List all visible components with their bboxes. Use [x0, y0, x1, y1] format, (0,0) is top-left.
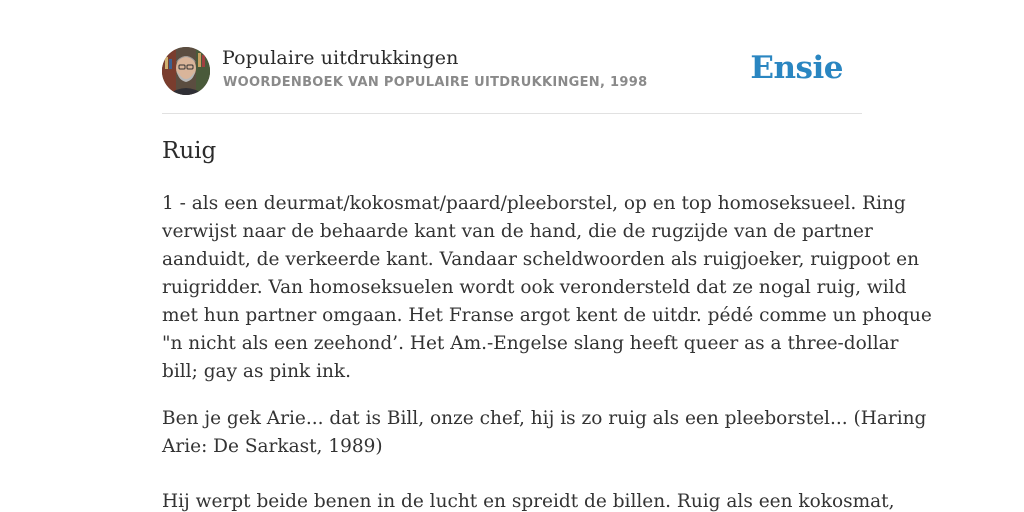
- author-avatar[interactable]: [162, 47, 210, 95]
- source-title[interactable]: Populaire uitdrukkingen: [222, 47, 459, 69]
- text-line: 1 - als een deurmat/kokosmat/paard/pleeborstel, op en top homoseksueel. Ring: [162, 193, 906, 214]
- text-line: Hij werpt beide benen in de lucht en spreidt de billen. Ruig als een kokosmat,: [162, 491, 895, 512]
- source-header: [162, 46, 862, 96]
- example-paragraph: [162, 488, 895, 512]
- text-line: verwijst naar de behaarde kant van de hand, die de rugzijde van de partner: [162, 221, 873, 242]
- example-paragraph: [162, 405, 927, 461]
- definition-paragraph: [162, 190, 932, 386]
- entry-title: Ruig: [162, 138, 217, 164]
- source-subtitle: WOORDENBOEK VAN POPULAIRE UITDRUKKINGEN, 1998: [223, 75, 648, 90]
- brand-logo[interactable]: Ensie: [750, 50, 843, 86]
- text-line: Arie: De Sarkast, 1989): [162, 436, 383, 457]
- text-line: Ben je gek Arie... dat is Bill, onze chef, hij is zo ruig als een pleeborstel... (Haring: [162, 408, 927, 429]
- text-line: met hun partner omgaan. Het Franse argot kent de uitdr. pédé comme un phoque: [162, 305, 932, 326]
- text-line: "n nicht als een zeehond’. Het Am.-Engelse slang heeft queer as a three-dollar: [162, 333, 899, 354]
- text-line: ruigridder. Van homoseksuelen wordt ook verondersteld dat ze nogal ruig, wild: [162, 277, 907, 298]
- text-line: bill; gay as pink ink.: [162, 361, 352, 382]
- avatar-portrait-icon: [162, 47, 210, 95]
- text-line: aanduidt, de verkeerde kant. Vandaar scheldwoorden als ruigjoeker, ruigpoot en: [162, 249, 920, 270]
- header-divider: [162, 113, 862, 114]
